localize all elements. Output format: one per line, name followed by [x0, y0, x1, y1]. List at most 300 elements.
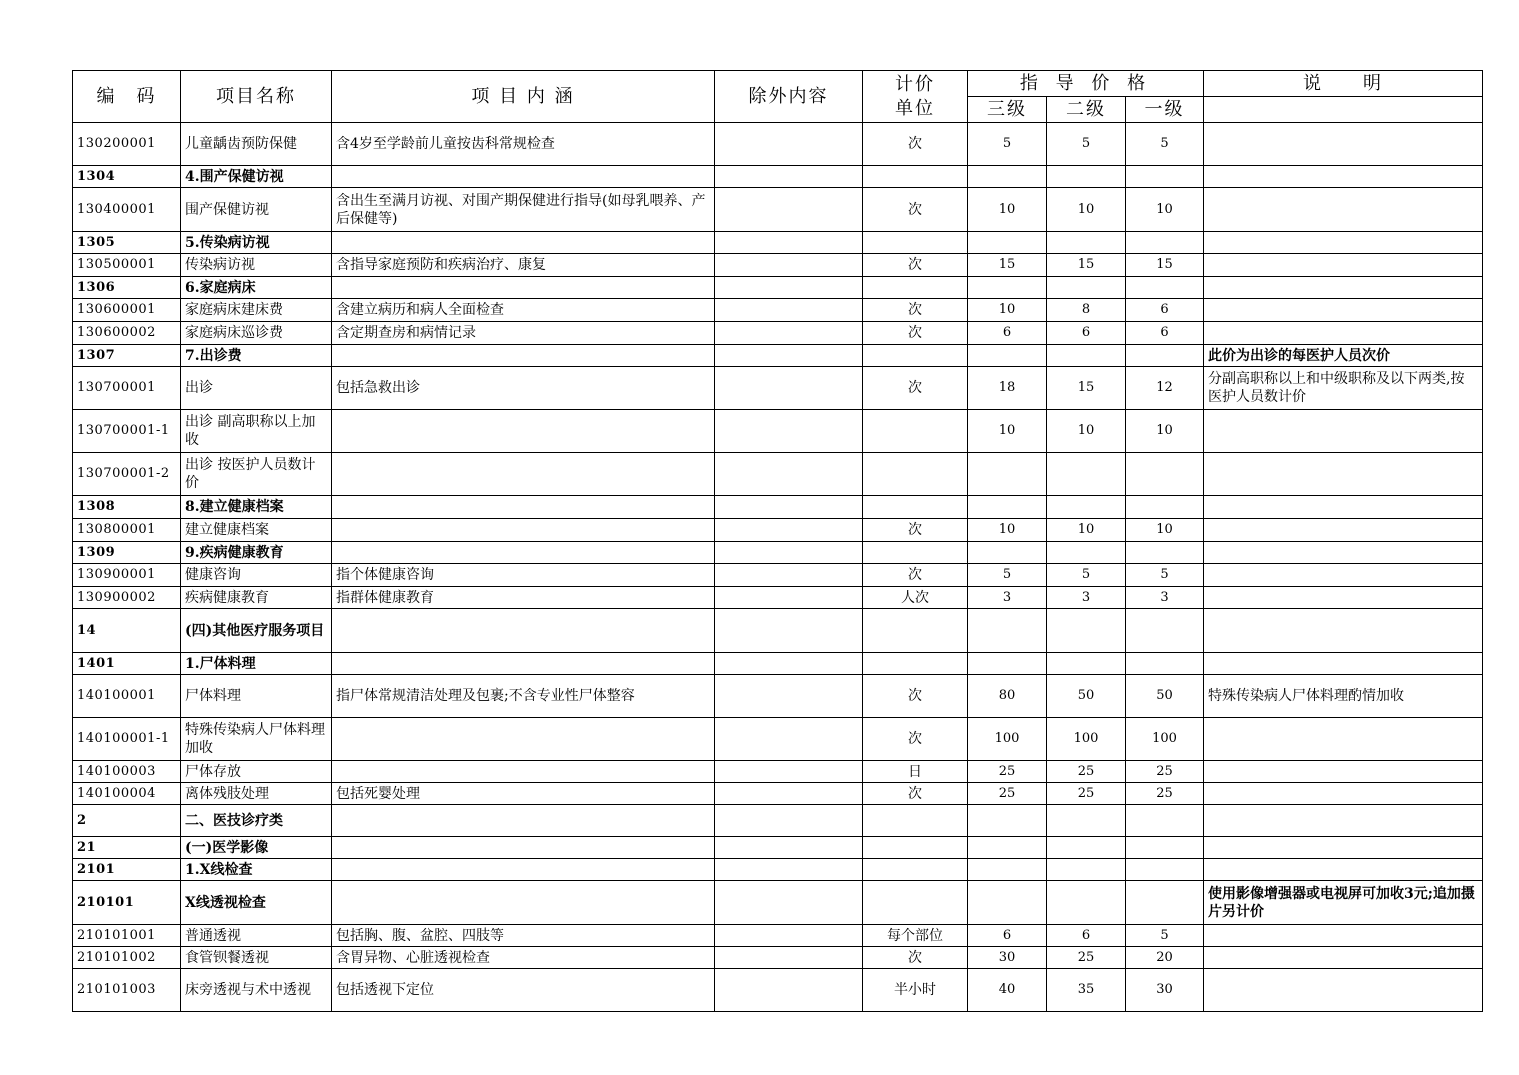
- cell-content: [332, 232, 715, 254]
- cell-unit: 次: [863, 123, 968, 166]
- table-body: [73, 123, 1483, 1012]
- cell-name: 尸体料理: [181, 675, 332, 718]
- cell-unit: [863, 166, 968, 188]
- cell-price-level2: 50: [1047, 675, 1126, 718]
- cell-unit: 人次: [863, 587, 968, 609]
- cell-price-level1: 5: [1126, 925, 1204, 947]
- cell-price-level1: 25: [1126, 783, 1204, 805]
- cell-content: [332, 542, 715, 564]
- cell-price-level2: [1047, 542, 1126, 564]
- cell-code: 2: [73, 805, 181, 837]
- cell-content: 含出生至满月访视、对围产期保健进行指导(如母乳喂养、产后保健等): [332, 188, 715, 232]
- cell-exclusions: [715, 783, 863, 805]
- cell-code: 1304: [73, 166, 181, 188]
- cell-unit: 次: [863, 519, 968, 542]
- cell-name: 传染病访视: [181, 254, 332, 277]
- cell-content: [332, 653, 715, 675]
- cell-content: 包括死婴处理: [332, 783, 715, 805]
- cell-notes: [1204, 718, 1483, 761]
- table-row: [73, 123, 1483, 166]
- cell-price-level1: 6: [1126, 322, 1204, 345]
- cell-price-level3: 5: [968, 564, 1047, 587]
- cell-price-level1: [1126, 609, 1204, 653]
- cell-content: [332, 859, 715, 881]
- cell-price-level1: 6: [1126, 299, 1204, 322]
- cell-code: 1306: [73, 277, 181, 299]
- cell-unit: 每个部位: [863, 925, 968, 947]
- cell-price-level3: [968, 881, 1047, 925]
- cell-name: 家庭病床建床费: [181, 299, 332, 322]
- cell-price-level2: 8: [1047, 299, 1126, 322]
- cell-name: 离体残肢处理: [181, 783, 332, 805]
- table-row: [73, 322, 1483, 345]
- cell-notes: 分副高职称以上和中级职称及以下两类,按医护人员数计价: [1204, 367, 1483, 410]
- cell-price-level1: [1126, 166, 1204, 188]
- cell-name: 儿童龋齿预防保健: [181, 123, 332, 166]
- cell-price-level2: 5: [1047, 564, 1126, 587]
- cell-price-level1: [1126, 542, 1204, 564]
- cell-content: 含建立病历和病人全面检查: [332, 299, 715, 322]
- table-row: [73, 519, 1483, 542]
- cell-code: 210101002: [73, 947, 181, 969]
- cell-exclusions: [715, 653, 863, 675]
- cell-exclusions: [715, 299, 863, 322]
- cell-code: 140100003: [73, 761, 181, 783]
- cell-unit: [863, 410, 968, 453]
- cell-content: [332, 345, 715, 367]
- cell-notes: [1204, 947, 1483, 969]
- cell-code: 14: [73, 609, 181, 653]
- cell-name: 食管钡餐透视: [181, 947, 332, 969]
- cell-name: 出诊 副高职称以上加收: [181, 410, 332, 453]
- cell-price-level1: [1126, 232, 1204, 254]
- cell-exclusions: [715, 232, 863, 254]
- cell-price-level2: 25: [1047, 783, 1126, 805]
- cell-notes: [1204, 969, 1483, 1012]
- cell-unit: 次: [863, 564, 968, 587]
- cell-unit: [863, 345, 968, 367]
- cell-name: (四)其他医疗服务项目: [181, 609, 332, 653]
- cell-price-level2: 100: [1047, 718, 1126, 761]
- cell-unit: [863, 805, 968, 837]
- cell-unit: 次: [863, 299, 968, 322]
- cell-price-level2: [1047, 609, 1126, 653]
- cell-notes: [1204, 277, 1483, 299]
- cell-exclusions: [715, 519, 863, 542]
- cell-price-level2: [1047, 277, 1126, 299]
- cell-price-level2: [1047, 859, 1126, 881]
- cell-content: [332, 761, 715, 783]
- cell-name: 8.建立健康档案: [181, 496, 332, 519]
- cell-code: 130200001: [73, 123, 181, 166]
- cell-price-level3: 3: [968, 587, 1047, 609]
- cell-price-level1: 25: [1126, 761, 1204, 783]
- header-unit-line1: 计价: [895, 73, 935, 95]
- header-level1: 一级: [1126, 97, 1204, 123]
- cell-exclusions: [715, 859, 863, 881]
- table-row: [73, 254, 1483, 277]
- cell-price-level3: [968, 496, 1047, 519]
- cell-unit: 次: [863, 947, 968, 969]
- cell-name: 6.家庭病床: [181, 277, 332, 299]
- cell-content: 包括透视下定位: [332, 969, 715, 1012]
- table-row: [73, 969, 1483, 1012]
- cell-exclusions: [715, 761, 863, 783]
- cell-price-level1: [1126, 653, 1204, 675]
- cell-price-level3: 40: [968, 969, 1047, 1012]
- cell-notes: [1204, 564, 1483, 587]
- cell-price-level1: 15: [1126, 254, 1204, 277]
- cell-price-level2: 15: [1047, 367, 1126, 410]
- table-row: [73, 947, 1483, 969]
- cell-price-level3: 100: [968, 718, 1047, 761]
- cell-notes: [1204, 925, 1483, 947]
- cell-unit: 日: [863, 761, 968, 783]
- cell-code: 210101001: [73, 925, 181, 947]
- header-level3: 三级: [968, 97, 1047, 123]
- cell-exclusions: [715, 718, 863, 761]
- cell-unit: 次: [863, 254, 968, 277]
- cell-exclusions: [715, 947, 863, 969]
- cell-price-level3: 25: [968, 783, 1047, 805]
- cell-exclusions: [715, 367, 863, 410]
- cell-code: 130600002: [73, 322, 181, 345]
- table-row: [73, 761, 1483, 783]
- cell-price-level3: 10: [968, 519, 1047, 542]
- cell-name: 5.传染病访视: [181, 232, 332, 254]
- cell-exclusions: [715, 542, 863, 564]
- cell-notes: [1204, 859, 1483, 881]
- header-notes-blank: [1204, 97, 1483, 123]
- cell-price-level3: [968, 609, 1047, 653]
- cell-exclusions: [715, 453, 863, 496]
- cell-price-level3: [968, 166, 1047, 188]
- table-row: [73, 675, 1483, 718]
- cell-unit: 半小时: [863, 969, 968, 1012]
- header-exclusions: 除外内容: [715, 71, 863, 123]
- header-guide-price: 指 导 价 格: [968, 71, 1204, 97]
- cell-notes: [1204, 761, 1483, 783]
- cell-exclusions: [715, 925, 863, 947]
- table-row: [73, 587, 1483, 609]
- cell-code: 2101: [73, 859, 181, 881]
- cell-price-level2: 35: [1047, 969, 1126, 1012]
- cell-exclusions: [715, 969, 863, 1012]
- cell-price-level1: [1126, 277, 1204, 299]
- cell-unit: [863, 277, 968, 299]
- cell-unit: [863, 653, 968, 675]
- cell-price-level1: [1126, 496, 1204, 519]
- header-notes: 说 明: [1204, 71, 1483, 97]
- cell-price-level2: [1047, 837, 1126, 859]
- cell-price-level3: [968, 345, 1047, 367]
- cell-content: 指个体健康咨询: [332, 564, 715, 587]
- cell-price-level1: 10: [1126, 410, 1204, 453]
- cell-price-level3: 5: [968, 123, 1047, 166]
- cell-notes: [1204, 519, 1483, 542]
- cell-unit: 次: [863, 367, 968, 410]
- cell-unit: [863, 609, 968, 653]
- cell-code: 130700001-1: [73, 410, 181, 453]
- table-row: [73, 653, 1483, 675]
- cell-price-level3: 6: [968, 322, 1047, 345]
- cell-price-level3: [968, 837, 1047, 859]
- cell-content: 含指导家庭预防和疾病治疗、康复: [332, 254, 715, 277]
- cell-notes: [1204, 653, 1483, 675]
- cell-name: 7.出诊费: [181, 345, 332, 367]
- table-row: [73, 410, 1483, 453]
- table-row: [73, 277, 1483, 299]
- cell-code: 130900001: [73, 564, 181, 587]
- cell-price-level2: [1047, 453, 1126, 496]
- cell-exclusions: [715, 254, 863, 277]
- header-code: 编 码: [73, 71, 181, 123]
- table-row: [73, 564, 1483, 587]
- cell-unit: 次: [863, 322, 968, 345]
- cell-content: 含4岁至学龄前儿童按齿科常规检查: [332, 123, 715, 166]
- cell-price-level3: [968, 232, 1047, 254]
- cell-code: 210101003: [73, 969, 181, 1012]
- cell-content: [332, 609, 715, 653]
- cell-name: 疾病健康教育: [181, 587, 332, 609]
- cell-price-level2: [1047, 345, 1126, 367]
- cell-unit: [863, 881, 968, 925]
- cell-name: 床旁透视与术中透视: [181, 969, 332, 1012]
- cell-price-level3: 80: [968, 675, 1047, 718]
- table-row: [73, 299, 1483, 322]
- cell-name: 4.围产保健访视: [181, 166, 332, 188]
- cell-exclusions: [715, 564, 863, 587]
- cell-unit: 次: [863, 783, 968, 805]
- table-row: [73, 188, 1483, 232]
- table-row: [73, 718, 1483, 761]
- cell-price-level1: 5: [1126, 123, 1204, 166]
- cell-notes: [1204, 453, 1483, 496]
- cell-unit: 次: [863, 188, 968, 232]
- cell-price-level1: 10: [1126, 188, 1204, 232]
- cell-notes: [1204, 299, 1483, 322]
- cell-price-level3: 30: [968, 947, 1047, 969]
- cell-exclusions: [715, 805, 863, 837]
- table-row: [73, 367, 1483, 410]
- cell-code: 130700001: [73, 367, 181, 410]
- cell-name: 围产保健访视: [181, 188, 332, 232]
- cell-name: 9.疾病健康教育: [181, 542, 332, 564]
- cell-content: [332, 718, 715, 761]
- cell-unit: [863, 837, 968, 859]
- cell-notes: [1204, 254, 1483, 277]
- header-unit: [863, 71, 968, 123]
- cell-price-level2: [1047, 653, 1126, 675]
- cell-price-level3: 10: [968, 188, 1047, 232]
- cell-content: 含定期查房和病情记录: [332, 322, 715, 345]
- cell-content: [332, 496, 715, 519]
- cell-code: 1309: [73, 542, 181, 564]
- header-level2: 二级: [1047, 97, 1126, 123]
- cell-price-level1: [1126, 805, 1204, 837]
- cell-unit: [863, 496, 968, 519]
- cell-notes: [1204, 783, 1483, 805]
- cell-code: 140100001-1: [73, 718, 181, 761]
- cell-exclusions: [715, 188, 863, 232]
- cell-price-level2: [1047, 232, 1126, 254]
- cell-price-level1: 10: [1126, 519, 1204, 542]
- table-row: [73, 805, 1483, 837]
- cell-price-level2: 10: [1047, 519, 1126, 542]
- cell-price-level1: 100: [1126, 718, 1204, 761]
- table-row: [73, 783, 1483, 805]
- cell-price-level2: 15: [1047, 254, 1126, 277]
- cell-exclusions: [715, 410, 863, 453]
- cell-price-level2: [1047, 881, 1126, 925]
- table-row: [73, 859, 1483, 881]
- cell-exclusions: [715, 166, 863, 188]
- cell-code: 140100001: [73, 675, 181, 718]
- cell-price-level3: 10: [968, 410, 1047, 453]
- cell-price-level3: [968, 453, 1047, 496]
- cell-code: 130800001: [73, 519, 181, 542]
- cell-unit: [863, 232, 968, 254]
- cell-unit: 次: [863, 675, 968, 718]
- price-table: [72, 70, 1483, 1012]
- table-row: [73, 881, 1483, 925]
- cell-notes: [1204, 410, 1483, 453]
- cell-code: 130900002: [73, 587, 181, 609]
- cell-exclusions: [715, 881, 863, 925]
- cell-exclusions: [715, 322, 863, 345]
- cell-code: 1401: [73, 653, 181, 675]
- cell-content: 含胃异物、心脏透视检查: [332, 947, 715, 969]
- table-row: [73, 542, 1483, 564]
- cell-price-level1: 50: [1126, 675, 1204, 718]
- cell-name: 特殊传染病人尸体料理加收: [181, 718, 332, 761]
- cell-name: 1.X线检查: [181, 859, 332, 881]
- cell-price-level3: 10: [968, 299, 1047, 322]
- cell-notes: [1204, 542, 1483, 564]
- table-row: [73, 345, 1483, 367]
- cell-exclusions: [715, 675, 863, 718]
- table-row: [73, 837, 1483, 859]
- cell-notes: [1204, 322, 1483, 345]
- cell-price-level2: 10: [1047, 410, 1126, 453]
- header-name: 项目名称: [181, 71, 332, 123]
- cell-name: 尸体存放: [181, 761, 332, 783]
- cell-price-level1: 3: [1126, 587, 1204, 609]
- cell-notes: 使用影像增强器或电视屏可加收3元;追加摄片另计价: [1204, 881, 1483, 925]
- cell-notes: [1204, 587, 1483, 609]
- cell-price-level2: [1047, 805, 1126, 837]
- cell-notes: [1204, 188, 1483, 232]
- cell-price-level3: [968, 805, 1047, 837]
- cell-exclusions: [715, 123, 863, 166]
- cell-price-level2: [1047, 166, 1126, 188]
- cell-name: 家庭病床巡诊费: [181, 322, 332, 345]
- cell-unit: [863, 859, 968, 881]
- cell-exclusions: [715, 609, 863, 653]
- cell-price-level3: 6: [968, 925, 1047, 947]
- cell-price-level2: 10: [1047, 188, 1126, 232]
- cell-price-level2: 6: [1047, 322, 1126, 345]
- cell-code: 130600001: [73, 299, 181, 322]
- cell-code: 1308: [73, 496, 181, 519]
- cell-unit: [863, 453, 968, 496]
- table-row: [73, 232, 1483, 254]
- cell-exclusions: [715, 277, 863, 299]
- table-row: [73, 166, 1483, 188]
- cell-content: [332, 881, 715, 925]
- cell-price-level1: 12: [1126, 367, 1204, 410]
- cell-name: 健康咨询: [181, 564, 332, 587]
- cell-exclusions: [715, 345, 863, 367]
- cell-price-level3: 18: [968, 367, 1047, 410]
- cell-price-level3: [968, 542, 1047, 564]
- cell-notes: [1204, 232, 1483, 254]
- cell-price-level2: 6: [1047, 925, 1126, 947]
- cell-exclusions: [715, 587, 863, 609]
- cell-exclusions: [715, 837, 863, 859]
- cell-price-level2: [1047, 496, 1126, 519]
- cell-price-level2: 5: [1047, 123, 1126, 166]
- cell-notes: [1204, 805, 1483, 837]
- cell-price-level1: 30: [1126, 969, 1204, 1012]
- cell-price-level3: [968, 277, 1047, 299]
- table-header: [73, 71, 1483, 123]
- cell-price-level2: 3: [1047, 587, 1126, 609]
- cell-price-level1: [1126, 345, 1204, 367]
- cell-price-level3: [968, 653, 1047, 675]
- cell-notes: [1204, 496, 1483, 519]
- cell-content: 指尸体常规清洁处理及包裹;不含专业性尸体整容: [332, 675, 715, 718]
- table-row: [73, 609, 1483, 653]
- cell-code: 21: [73, 837, 181, 859]
- cell-content: [332, 410, 715, 453]
- cell-unit: [863, 542, 968, 564]
- cell-code: 1307: [73, 345, 181, 367]
- cell-price-level1: [1126, 859, 1204, 881]
- cell-code: 1305: [73, 232, 181, 254]
- cell-content: 包括胸、腹、盆腔、四肢等: [332, 925, 715, 947]
- cell-content: [332, 805, 715, 837]
- cell-name: 普通透视: [181, 925, 332, 947]
- cell-price-level3: [968, 859, 1047, 881]
- cell-name: 二、医技诊疗类: [181, 805, 332, 837]
- cell-code: 130500001: [73, 254, 181, 277]
- cell-price-level3: 25: [968, 761, 1047, 783]
- cell-notes: 此价为出诊的每医护人员次价: [1204, 345, 1483, 367]
- cell-notes: [1204, 609, 1483, 653]
- cell-content: 包括急救出诊: [332, 367, 715, 410]
- cell-name: 1.尸体料理: [181, 653, 332, 675]
- cell-code: 130700001-2: [73, 453, 181, 496]
- cell-name: 建立健康档案: [181, 519, 332, 542]
- table-row: [73, 496, 1483, 519]
- cell-code: 130400001: [73, 188, 181, 232]
- cell-price-level1: [1126, 837, 1204, 859]
- cell-content: 指群体健康教育: [332, 587, 715, 609]
- cell-price-level1: [1126, 453, 1204, 496]
- cell-price-level2: 25: [1047, 761, 1126, 783]
- cell-name: 出诊: [181, 367, 332, 410]
- table-row: [73, 453, 1483, 496]
- cell-notes: [1204, 166, 1483, 188]
- header-unit-line2: 单位: [895, 97, 935, 119]
- cell-name: (一)医学影像: [181, 837, 332, 859]
- cell-price-level2: 25: [1047, 947, 1126, 969]
- cell-price-level1: [1126, 881, 1204, 925]
- cell-content: [332, 837, 715, 859]
- cell-price-level1: 5: [1126, 564, 1204, 587]
- cell-price-level1: 20: [1126, 947, 1204, 969]
